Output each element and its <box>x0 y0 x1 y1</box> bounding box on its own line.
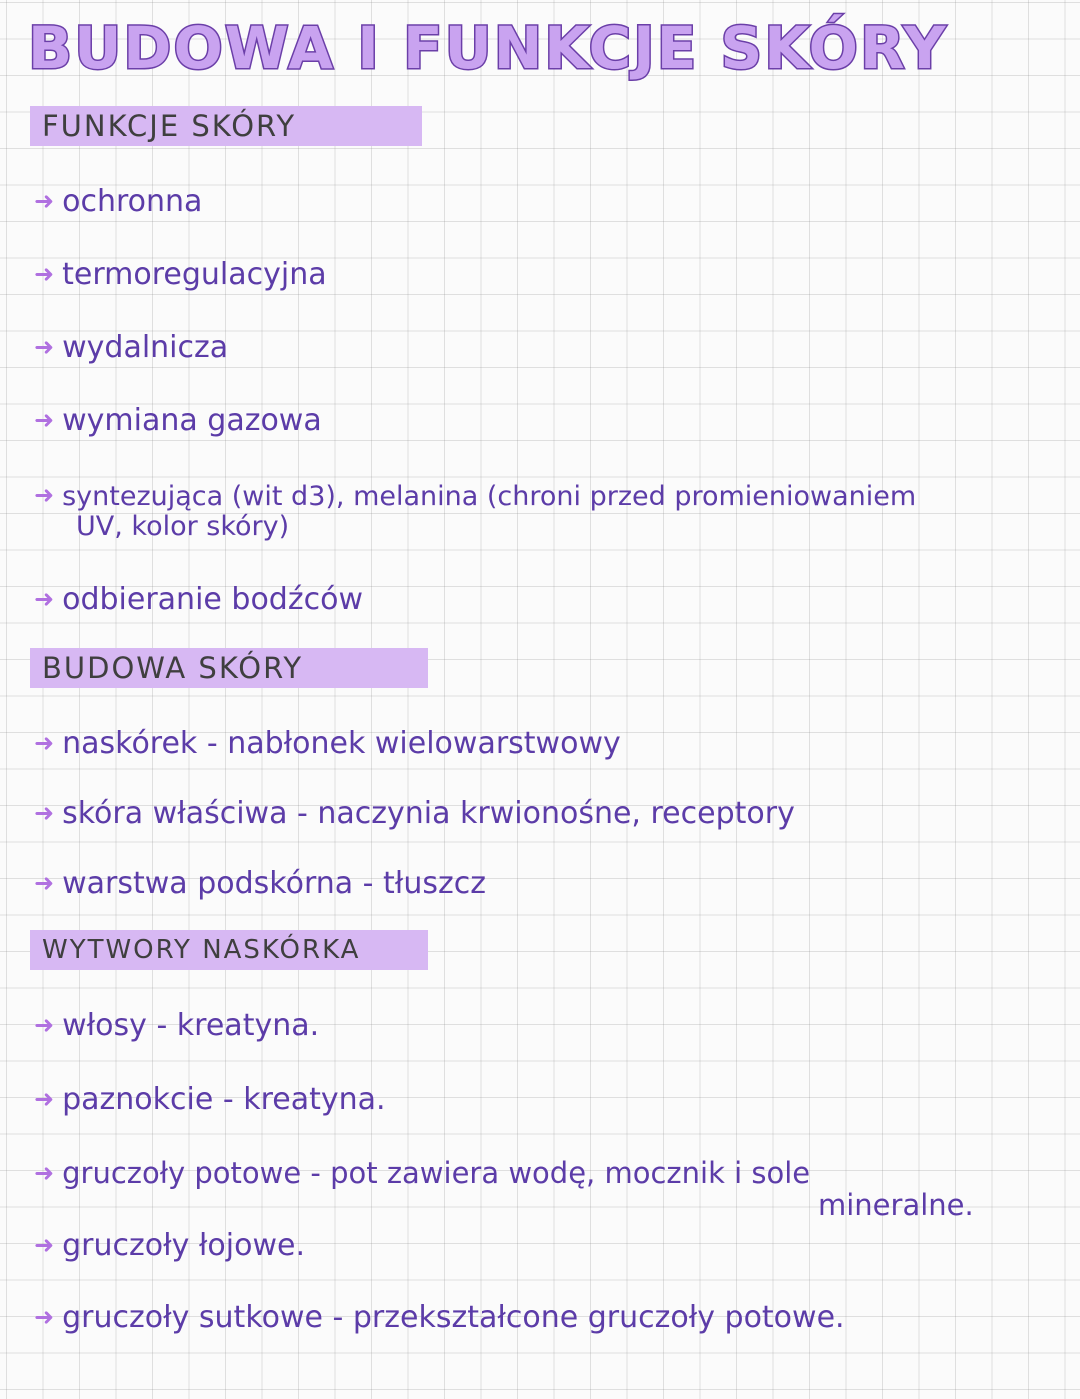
arrow-icon: ➜ <box>34 1231 55 1259</box>
list-item: ➜ włosy - kreatyna. <box>34 1008 320 1043</box>
list-item: ➜ wydalnicza <box>34 330 229 365</box>
arrow-icon: ➜ <box>34 187 55 215</box>
list-item: ➜ skóra właściwa - naczynia krwionośne, receptory <box>34 796 795 831</box>
arrow-icon: ➜ <box>34 729 55 757</box>
list-item: ➜ gruczoły łojowe. <box>34 1228 306 1263</box>
arrow-icon: ➜ <box>34 869 55 897</box>
list-item: ➜ gruczoły potowe - pot zawiera wodę, mocznik i sole <box>34 1156 811 1190</box>
section-header-funkcje: FUNKCJE SKÓRY <box>30 106 422 146</box>
arrow-icon: ➜ <box>34 585 55 613</box>
list-item-continuation: mineralne. <box>818 1188 974 1222</box>
arrow-icon: ➜ <box>34 260 55 288</box>
section-header-wytwory: WYTWORY NASKÓRKA <box>30 930 428 970</box>
list-item: ➜ gruczoły sutkowe - przekształcone gruczoły potowe. <box>34 1300 845 1335</box>
list-item: ➜ naskórek - nabłonek wielowarstwowy <box>34 726 621 761</box>
list-item-continuation: UV, kolor skóry) <box>76 511 290 542</box>
arrow-icon: ➜ <box>34 1011 55 1039</box>
list-item: ➜ paznokcie - kreatyna. <box>34 1082 386 1117</box>
arrow-icon: ➜ <box>34 333 55 361</box>
arrow-icon: ➜ <box>34 799 55 827</box>
page-title: BUDOWA I FUNKCJE SKÓRY <box>28 14 948 82</box>
list-item: ➜ odbieranie bodźców <box>34 582 363 617</box>
arrow-icon: ➜ <box>34 1159 55 1187</box>
arrow-icon: ➜ <box>34 481 55 509</box>
list-item: ➜ wymiana gazowa <box>34 403 322 438</box>
list-item: ➜ syntezująca (wit d3), melanina (chroni przed promieniowaniem <box>34 478 916 514</box>
list-item: ➜ warstwa podskórna - tłuszcz <box>34 866 486 901</box>
section-header-budowa: BUDOWA SKÓRY <box>30 648 428 688</box>
list-item: ➜ ochronna <box>34 184 203 219</box>
arrow-icon: ➜ <box>34 406 55 434</box>
arrow-icon: ➜ <box>34 1085 55 1113</box>
arrow-icon: ➜ <box>34 1303 55 1331</box>
list-item: ➜ termoregulacyjna <box>34 257 327 292</box>
